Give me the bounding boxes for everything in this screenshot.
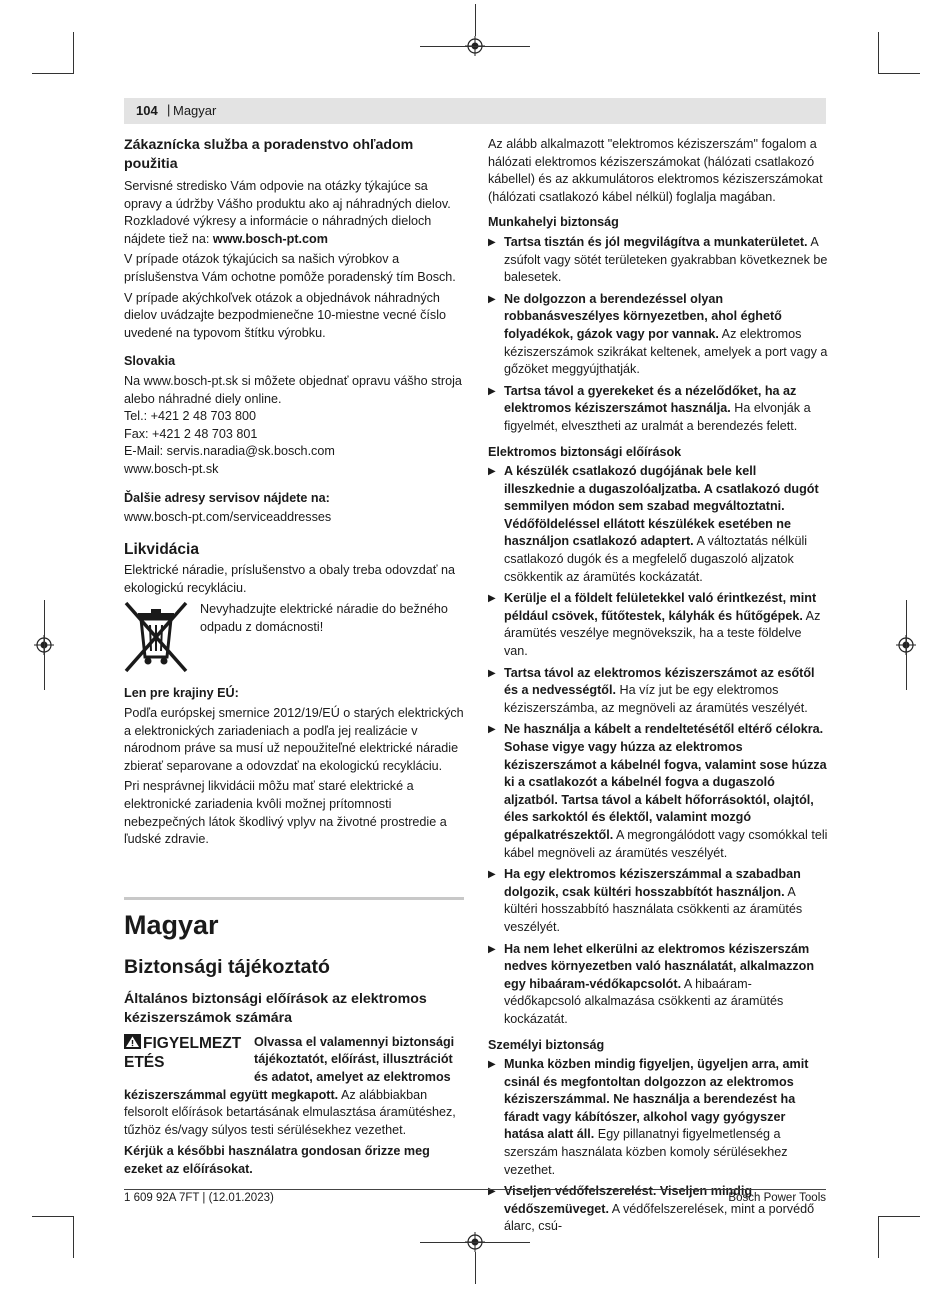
warning-bold-text: Olvassa el valamennyi biztonsági tájékoztatót, előírást, illusztrációt és adatot, amelyet az elektromos kéziszerszámmal együtt megkapott.: [124, 1034, 455, 1102]
item-text: Egy pillanatnyi figyelmetlenség a szerszám használata közben komoly sérülésekhez vezethet.: [504, 1127, 788, 1177]
crop-mark: [878, 73, 920, 74]
crop-mark: [44, 600, 45, 690]
crop-mark: [32, 1216, 74, 1217]
item-text: A zsúfolt vagy sötét területeken gyakrabban következnek be balesetek.: [504, 234, 828, 285]
footer-brand: Bosch Power Tools: [728, 1192, 826, 1204]
crop-mark: [475, 4, 476, 36]
service-paragraph-2: V prípade otázok týkajúcich sa našich výrobkov a príslušenstva Vám ochotne pomôže poradenský tím Bosch.: [124, 252, 456, 284]
item-text: Az elektromos kéziszerszámok szikrákat keltenek, amelyek a port vagy a gőzöket meggyújthatják.: [504, 326, 828, 377]
warning-label: [124, 1034, 248, 1072]
item-bold: Ha nem lehet elkerülni az elektromos kéziszerszám nedves környezetben való használatát, alkalmazzon egy hibaáram-védőkapcsolót.: [504, 941, 815, 991]
list-item: [488, 665, 828, 718]
addresses-heading: Ďalšie adresy servisov nájdete na:: [124, 490, 330, 505]
weee-notice: [124, 601, 464, 673]
item-bold: Munka közben mindig figyeljen, ügyeljen arra, amit csinál és megfontoltan dolgozzon az elektromos kéziszerszámmal. Ne használja a berendezést ha fáradt vagy kábítószer, alkohol vagy gyógyszer hatása alatt áll.: [504, 1057, 809, 1142]
general-safety-heading: Általános biztonsági előírások az elektromos kéziszerszámok számára: [124, 990, 427, 1026]
crop-mark: [906, 600, 907, 690]
footer-divider: [124, 1189, 826, 1190]
crop-mark: [878, 1216, 920, 1217]
item-text: A védőfelszerelések, mint a porvédő álarc, csú-: [504, 1201, 815, 1234]
item-text: A kültéri hosszabbító használata csökkenti az áramütés veszélyét.: [504, 884, 803, 934]
electrical-list: [488, 463, 828, 1028]
crop-mark: [475, 1252, 476, 1284]
crop-mark: [420, 1242, 530, 1243]
item-bold: Tartsa tisztán és jól megvilágítva a munkaterületet.: [504, 234, 808, 249]
item-bold: Viseljen védőfelszerelést. Viseljen mindig védőszemüveget.: [504, 1184, 753, 1216]
bosch-link[interactable]: www.bosch-pt.com: [212, 231, 328, 246]
weee-text: Nevyhadzujte elektrické náradie do bežného odpadu z domácnosti!: [200, 602, 448, 635]
addresses-url[interactable]: www.bosch-pt.com/serviceaddresses: [124, 510, 332, 525]
eu-paragraph-2: Pri nesprávnej likvidácii môžu mať staré elektrické a elektronické zariadenia kvôli možnej prítomnosti nebezpečných látok škodlivý vplyv na životné prostredie a ľudské zdravie.: [124, 779, 447, 847]
list-item: [488, 590, 828, 660]
eu-heading: Len pre krajiny EÚ:: [124, 686, 239, 701]
service-paragraph-3: V prípade akýchkoľvek otázok a objednávok náhradných dielov uvádzajte bezpodmienečne 10-miestne vecné číslo uvedené na typovom štítku výrobku.: [124, 290, 447, 340]
safety-heading: Biztonsági tájékoztató: [124, 955, 330, 978]
header-separator: |: [167, 102, 171, 117]
workplace-heading: Munkahelyi biztonság: [488, 215, 619, 230]
item-bold: Ne dolgozzon a berendezéssel olyan robbanásveszélyes környezetben, ahol éghető folyadékok, gázok vagy por vannak.: [504, 291, 782, 341]
slovakia-website[interactable]: www.bosch-pt.sk: [124, 461, 219, 476]
item-bold: Ne használja a kábelt a rendeltetésétől eltérő célokra. Sohase vigye vagy húzza az elektromos kéziszerszámot a kábelnél fogva, valamint sose húzza ki a csatlakozót a kábelnél fogva a dugaszoló aljzatból. Tartsa távol a kábelt hőforrásoktól, olajtól, éles sarkoktól és élektől, valamint mozgó gépalkatrészektől.: [504, 722, 827, 842]
list-item: [488, 941, 828, 1029]
warning-label-text: FIGYELMEZTETÉS: [124, 1034, 242, 1071]
slovakia-line: Na www.bosch-pt.sk si môžete objednať opravu vášho stroja alebo náhradné diely online.: [124, 373, 462, 406]
list-item: [488, 291, 828, 379]
warning-triangle-icon: [124, 1034, 141, 1049]
list-item: [488, 866, 828, 936]
slovakia-phone: Tel.: +421 2 48 703 800: [124, 409, 256, 424]
item-text: Ha elvonják a figyelmét, elvesztheti az uralmát a berendezés felett.: [504, 401, 811, 433]
personal-heading: Személyi biztonság: [488, 1037, 605, 1052]
service-text: Servisné stredisko Vám odpovie na otázky týkajúce sa opravy a údržby Vášho produktu ako aj náhradných dielov. Rozkladové výkresy a informácie o náhradných dieloch nájdete tiež na:: [124, 179, 451, 246]
service-paragraph: [124, 178, 464, 248]
disposal-paragraph: Elektrické náradie, príslušenstvo a obaly treba odovzdať na ekologickú recykláciu.: [124, 563, 455, 595]
item-text: A hibaáram-védőkapcsoló alkalmazása csökkenti az áramütés kockázatát.: [504, 976, 784, 1026]
crop-mark: [32, 73, 74, 74]
section-divider: [124, 897, 464, 900]
slovakia-heading: Slovakia: [124, 354, 176, 369]
disposal-heading: Likvidácia: [124, 540, 199, 558]
item-text: Ha víz jut be egy elektromos kéziszerszámba, az megnöveli az áramütés veszélyét.: [504, 683, 808, 715]
item-text: Az áramütés veszélye megnövekszik, ha a teste földelve van.: [504, 608, 821, 659]
item-bold: Ha egy elektromos kéziszerszámmal a szabadban dolgozik, csak kültéri hosszabbítót használjon.: [504, 867, 801, 899]
left-column: [124, 136, 464, 1182]
item-bold: Kerülje el a földelt felületekkel való érintkezést, mint például csövek, fűtőtestek, kályhák és hűtőgépek.: [504, 591, 817, 623]
page-header: [124, 98, 826, 124]
eu-paragraph: Podľa európskej smernice 2012/19/EÚ o starých elektrických a elektronických zariadeniach a podľa jej realizácie v národnom práve sa musí už nepoužiteľné elektrické náradie zbierať separovane a odovzdať na ekologickú recykláciu.: [124, 706, 464, 773]
list-item: [488, 721, 828, 862]
service-heading: Zákaznícka služba a poradenstvo ohľadom použitia: [124, 137, 414, 172]
footer-document-number: 1 609 92A 7FT | (12.01.2023): [124, 1192, 274, 1204]
slovakia-contact: [124, 373, 464, 479]
crop-mark: [73, 32, 74, 74]
crop-mark: [420, 46, 530, 47]
list-item: [488, 383, 828, 436]
keep-instructions: Kérjük a későbbi használatra gondosan őrizze meg ezeket az előírásokat.: [124, 1144, 430, 1176]
item-bold: Tartsa távol a gyerekeket és a nézelődőket, ha az elektromos kéziszerszámot használja.: [504, 383, 797, 416]
slovakia-fax: Fax: +421 2 48 703 801: [124, 426, 258, 441]
item-text: A megrongálódott vagy csomókkal teli kábel megnöveli az áramütés veszélyét.: [504, 827, 828, 860]
warning-normal-text: Az alábbiakban felsorolt előírások betartásának elmulasztása áramütéshez, tűzhöz és/vagy súlyos testi sérülésekhez vezethet.: [124, 1087, 456, 1137]
crossed-bin-icon: [124, 601, 188, 673]
workplace-list: [488, 234, 828, 436]
electrical-heading: Elektromos biztonsági előírások: [488, 444, 682, 459]
crop-mark: [878, 1216, 879, 1258]
list-item: [488, 234, 828, 287]
item-text: A változtatás nélküli csatlakozó dugók és a megfelelő dugaszoló aljzatok csökkentik az áramütés kockázatát.: [504, 534, 808, 584]
slovakia-email[interactable]: E-Mail: servis.naradia@sk.bosch.com: [124, 444, 335, 459]
magyar-heading: Magyar: [124, 909, 219, 940]
right-column: [488, 136, 828, 1240]
list-item: [488, 1056, 828, 1179]
warning-block: [124, 1034, 464, 1140]
list-item: [488, 463, 828, 586]
item-bold: Tartsa távol az elektromos kéziszerszámot az esőtől és a nedvességtől.: [504, 665, 815, 698]
intro-paragraph: Az alább alkalmazott "elektromos kéziszerszám" fogalom a hálózati elektromos kéziszerszámokat (hálózati csatlakozó kábellel) és az akkumulátoros elektromos kéziszerszámokat (hálózati csatlakozó kábel nélkül) foglalja magában.: [488, 137, 823, 204]
personal-list: [488, 1056, 828, 1236]
crop-mark: [878, 32, 879, 74]
crop-mark: [73, 1216, 74, 1258]
header-language: Magyar: [173, 103, 217, 118]
page-number: 104: [136, 103, 158, 118]
item-bold: A készülék csatlakozó dugójának bele kell illeszkednie a dugaszolóaljzatba. A csatlakozó dugót semmilyen módon sem szabad megváltoztatni. Védőföldeléssel ellátott készülékek esetében ne használjon csatlakozó adaptert.: [504, 464, 819, 549]
